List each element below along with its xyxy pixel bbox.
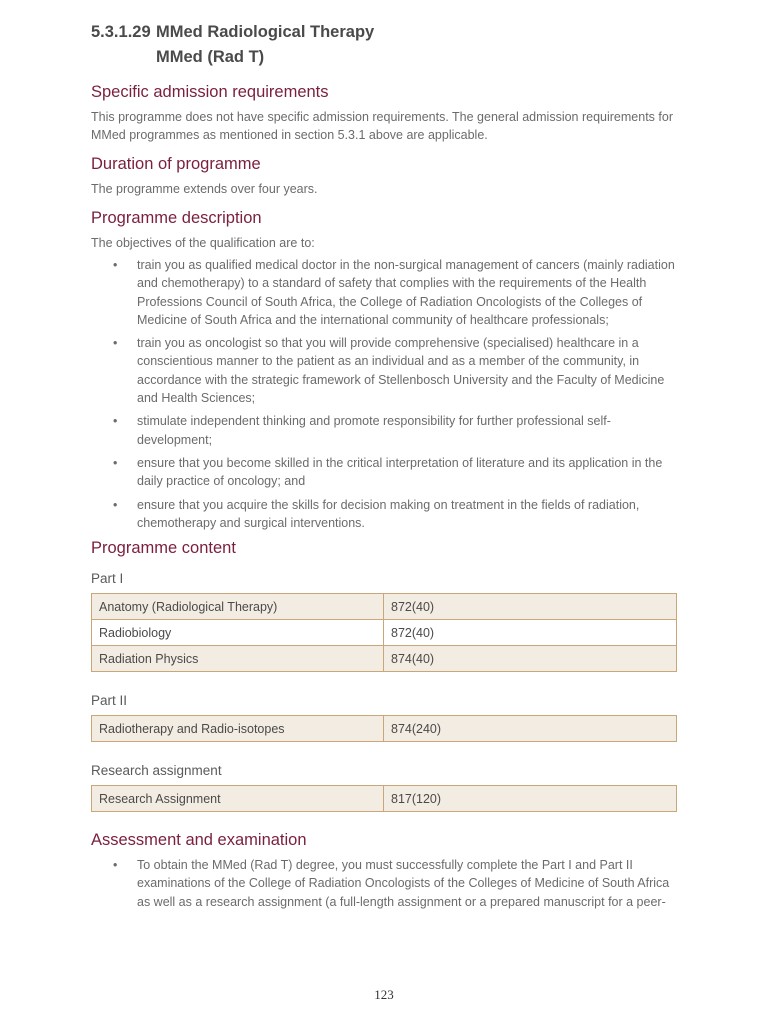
module-code: 872(40): [384, 594, 677, 620]
section-subtitle: MMed (Rad T): [156, 48, 265, 66]
description-heading: Programme description: [91, 209, 262, 227]
section-title-block: [91, 20, 681, 70]
module-name: Anatomy (Radiological Therapy): [92, 594, 384, 620]
list-item: • ensure that you acquire the skills for decision making on treatment in the fields of radiation, chemotherapy and surgical interventions.: [91, 496, 681, 533]
content-heading: Programme content: [91, 539, 236, 558]
module-code: 874(240): [384, 716, 677, 742]
list-item: • train you as oncologist so that you will provide comprehensive (specialised) healthcare in a conscientious manner to the patient as an individual and as a member of the community, in accordance with the strategic framework of Stellenbosch University and the Faculty of Medicine and Health Sciences;: [91, 334, 681, 407]
assessment-list: [91, 856, 681, 911]
duration-text: The programme extends over four years.: [91, 182, 318, 196]
list-item: • To obtain the MMed (Rad T) degree, you must successfully complete the Part I and Part II examinations of the College of Radiation Oncologists of the Colleges of Medicine of South Africa as well as a research assignment (a full-length assignment or a prepared manuscript for a peer-: [91, 856, 681, 911]
part1-table: [91, 593, 677, 672]
research-table: [91, 785, 677, 812]
list-item: • train you as qualified medical doctor in the non-surgical management of cancers (mainly radiation and chemotherapy) to a standard of safety that complies with the requirements of the Health Professions Council of South Africa, the College of Radiation Oncologists of the Colleges of Medicine of South Africa and the international community of healthcare professionals;: [91, 256, 681, 329]
section-title: MMed Radiological Therapy: [156, 23, 375, 41]
section-number: 5.3.1.29: [91, 23, 151, 41]
table-row: [92, 716, 677, 742]
admission-heading: Specific admission requirements: [91, 83, 329, 101]
part2-table: [91, 715, 677, 742]
research-label: Research assignment: [91, 763, 222, 779]
objectives-list: [91, 256, 681, 532]
module-name: Radiotherapy and Radio-isotopes: [92, 716, 384, 742]
list-item: • ensure that you become skilled in the critical interpretation of literature and its application in the daily practice of oncology; and: [91, 454, 681, 491]
table-row: [92, 594, 677, 620]
duration-heading: Duration of programme: [91, 155, 261, 173]
module-code: 872(40): [384, 620, 677, 646]
module-name: Radiobiology: [92, 620, 384, 646]
table-row: [92, 786, 677, 812]
module-code: 817(120): [384, 786, 677, 812]
part1-label: Part I: [91, 571, 124, 587]
module-name: Research Assignment: [92, 786, 384, 812]
page-number: 123: [374, 987, 394, 1002]
description-intro: The objectives of the qualification are to:: [91, 236, 315, 250]
admission-text: This programme does not have specific admission requirements. The general admission requirements for MMed programmes as mentioned in section 5.3.1 above are applicable.: [91, 110, 673, 142]
part2-label: Part II: [91, 693, 128, 709]
assessment-heading: Assessment and examination: [91, 831, 307, 850]
document-page: [91, 20, 681, 916]
table-row: [92, 646, 677, 672]
module-name: Radiation Physics: [92, 646, 384, 672]
list-item: • stimulate independent thinking and promote responsibility for further professional self-development;: [91, 412, 681, 449]
module-code: 874(40): [384, 646, 677, 672]
table-row: [92, 620, 677, 646]
